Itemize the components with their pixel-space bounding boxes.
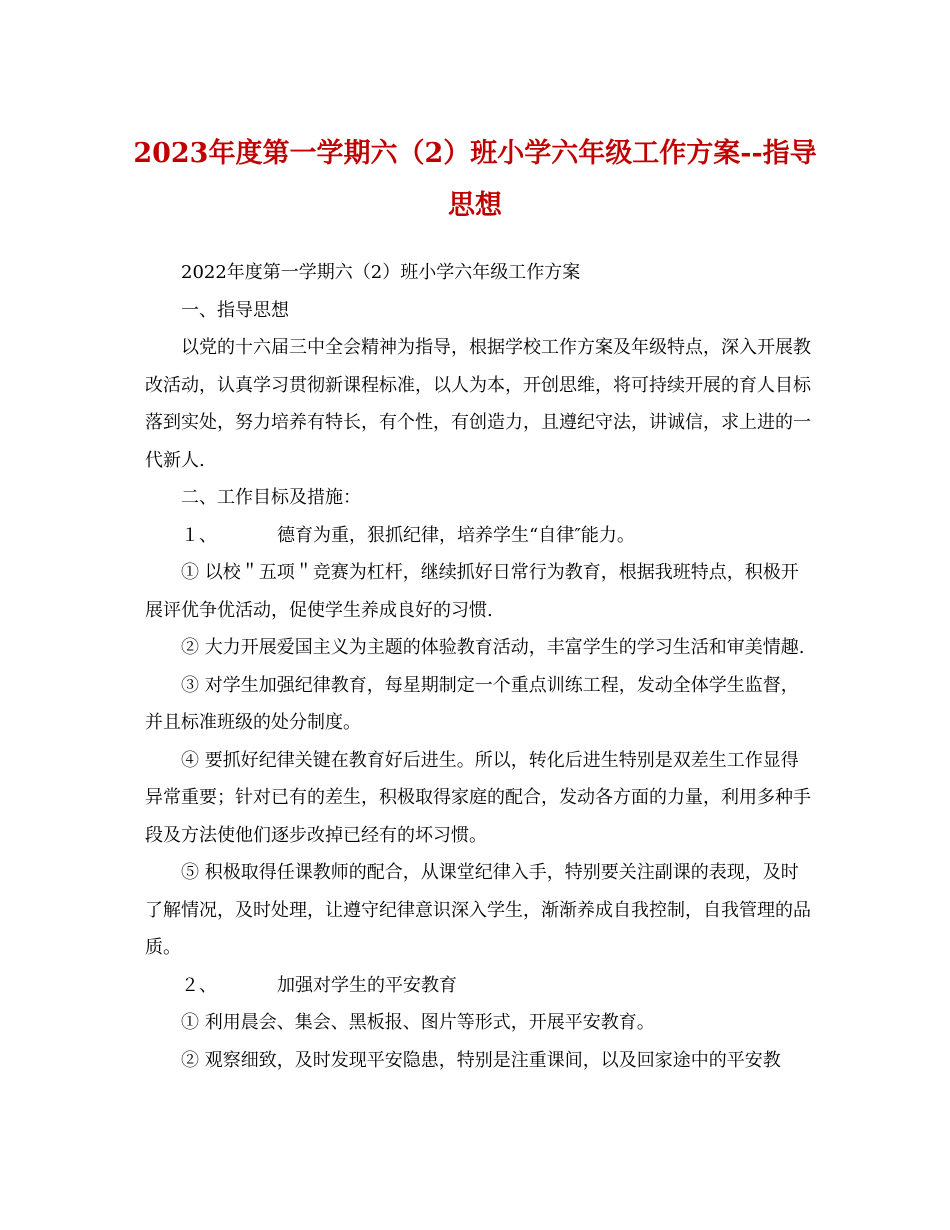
section-1-item-1: ① 以校＂五项＂竞赛为杠杆，继续抓好日常行为教育，根据我班特点，积极开展评优争优活动，促使学生养成良好的习惯.: [145, 562, 799, 621]
section-1-heading: [145, 517, 813, 555]
section-1-number: １、: [181, 524, 217, 546]
section-1-item-5: ⑤ 积极取得任课教师的配合，从课堂纪律入手，特别要关注副课的表现，及时了解情况，及时处理，让遵守纪律意识深入学生，渐渐养成自我控制，自我管理的品质。: [145, 862, 811, 958]
section-2-title: 加强对学生的平安教育: [277, 974, 457, 996]
document-title: 2023年度第一学期六（2）班小学六年级工作方案--指导思想: [133, 138, 817, 221]
heading-goals-measures: 二、工作目标及措施：: [181, 487, 361, 508]
document-body: [145, 254, 813, 1079]
section-1-item-2: ② 大力开展爱国主义为主题的体验教育活动，丰富学生的学习生活和审美情趣.: [181, 637, 805, 658]
section-2-number: ２、: [181, 974, 217, 996]
paragraph-plan-name: 2022年度第一学期六（2）班小学六年级工作方案: [181, 262, 581, 283]
section-1-item-4: ④ 要抓好纪律关键在教育好后进生。所以，转化后进生特别是双差生工作显得异常重要；针对已有的差生，积极取得家庭的配合，发动各方面的力量，利用多种手段及方法使他们逐步改掉已经有的坏习惯。: [145, 749, 811, 846]
section-2-item-2: ② 观察细致，及时发现平安隐患，特别是注重课间，以及回家途中的平安教: [181, 1049, 781, 1071]
paragraph-guiding-thought: 以党的十六届三中全会精神为指导，根据学校工作方案及年级特点，深入开展教改活动，认真学习贯彻新课程标准，以人为本，开创思维，将可持续开展的育人目标落到实处，努力培养有特长，有个性，有创造力，且遵纪守法，讲诚信，求上进的一代新人.: [145, 337, 811, 471]
section-2-item-1: ① 利用晨会、集会、黑板报、图片等形式，开展平安教育。: [181, 1012, 655, 1033]
section-1-title: 德育为重，狠抓纪律，培养学生“自律″能力。: [277, 524, 635, 546]
section-1-item-3: ③ 对学生加强纪律教育，每星期制定一个重点训练工程，发动全体学生监督，并且标准班级的处分制度。: [145, 674, 799, 733]
heading-guiding-thought: 一、指导思想: [181, 299, 289, 321]
section-2-heading: [145, 967, 813, 1005]
